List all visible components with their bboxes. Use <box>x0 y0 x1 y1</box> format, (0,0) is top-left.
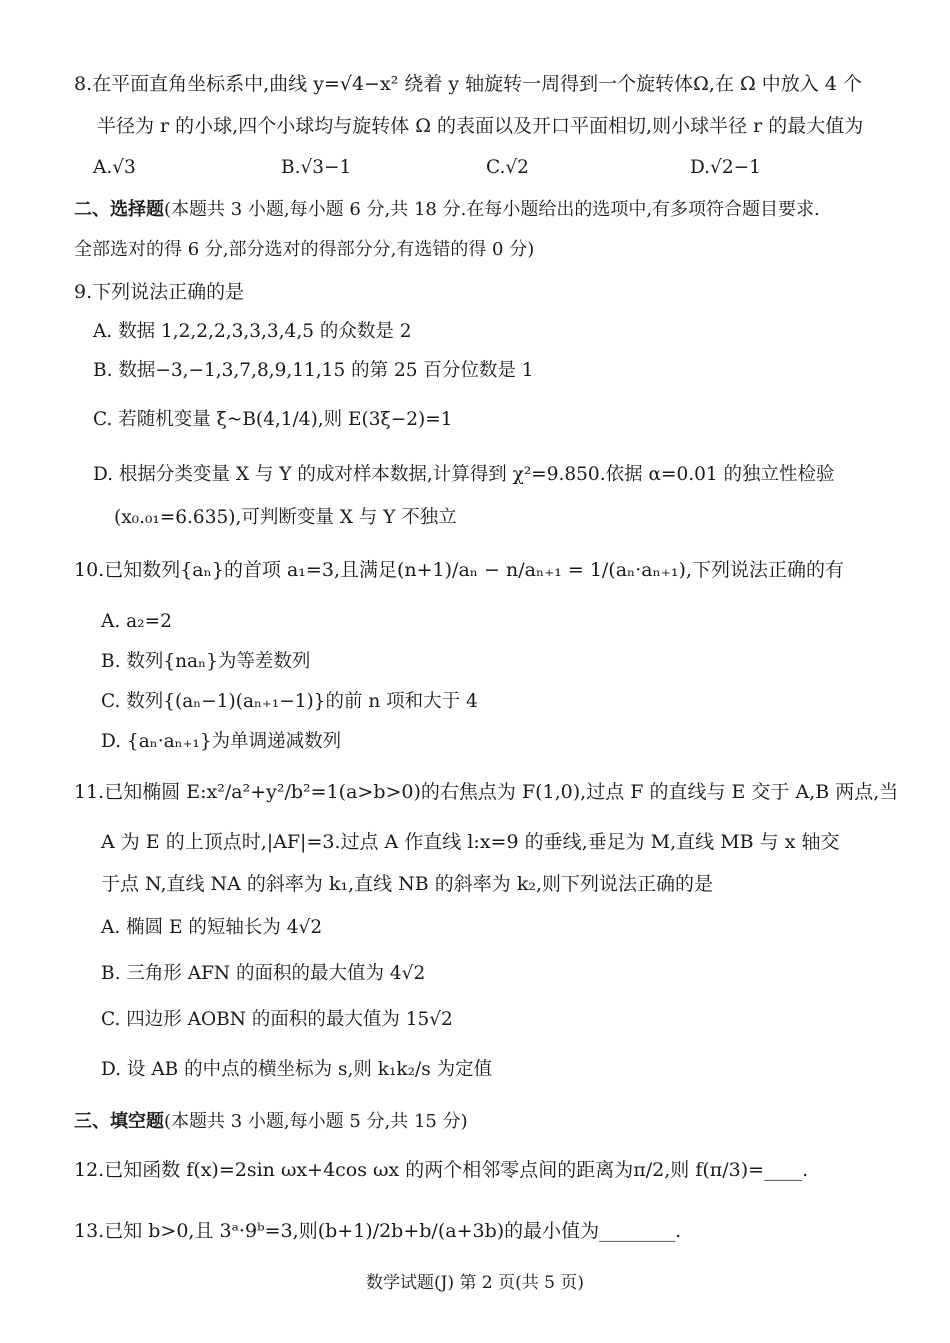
q8-line1: 8.在平面直角坐标系中,曲线 y=√4−x² 绕着 y 轴旋转一周得到一个旋转体Ω,在 Ω 中放入 4 个 <box>74 73 862 95</box>
section3-header <box>74 1108 468 1136</box>
q11-line1: 11.已知椭圆 E:x²/a²+y²/b²=1(a>b>0)的右焦点为 F(1,0),过点 F 的直线与 E 交于 A,B 两点,当 <box>74 781 899 803</box>
section2-title: 二、选择题 <box>74 199 164 220</box>
q12: 12.已知函数 f(x)=2sin ωx+4cos ωx 的两个相邻零点间的距离为π/2,则 f(π/3)=____. <box>74 1159 809 1181</box>
q11-option-d: D. 设 AB 的中点的横坐标为 s,则 k₁k₂/s 为定值 <box>101 1059 493 1080</box>
q11-option-a: A. 椭圆 E 的短轴长为 4√2 <box>101 917 323 938</box>
q9-option-a: A. 数据 1,2,2,2,3,3,3,4,5 的众数是 2 <box>93 321 412 342</box>
q11-line3: 于点 N,直线 NA 的斜率为 k₁,直线 NB 的斜率为 k₂,则下列说法正确的是 <box>101 873 713 895</box>
q10-option-b: B. 数列{naₙ}为等差数列 <box>101 651 311 672</box>
q10-option-c: C. 数列{(aₙ−1)(aₙ₊₁−1)}的前 n 项和大于 4 <box>101 691 478 712</box>
page-footer: 数学试题(J) 第 2 页(共 5 页) <box>366 1273 584 1293</box>
section3-desc: (本题共 3 小题,每小题 5 分,共 15 分) <box>164 1111 468 1132</box>
q9-option-d-line1: D. 根据分类变量 X 与 Y 的成对样本数据,计算得到 χ²=9.850.依据 α=0.01 的独立性检验 <box>93 464 835 485</box>
q9-option-d-line2: (x₀.₀₁=6.635),可判断变量 X 与 Y 不独立 <box>114 507 457 528</box>
q9-option-c: C. 若随机变量 ξ~B(4,1/4),则 E(3ξ−2)=1 <box>93 409 453 430</box>
section2-desc2: 全部选对的得 6 分,部分选对的得部分分,有选错的得 0 分) <box>74 239 535 260</box>
q8-option-a: A.√3 <box>93 157 136 178</box>
section3-title: 三、填空题 <box>74 1111 164 1132</box>
q9-option-b: B. 数据−3,−1,3,7,8,9,11,15 的第 25 百分位数是 1 <box>93 360 534 381</box>
q8-option-d: D.√2−1 <box>690 157 761 178</box>
section2-header <box>74 196 820 224</box>
q11-line2: A 为 E 的上顶点时,|AF|=3.过点 A 作直线 l:x=9 的垂线,垂足为 M,直线 MB 与 x 轴交 <box>101 831 840 853</box>
q11-option-c: C. 四边形 AOBN 的面积的最大值为 15√2 <box>101 1009 453 1030</box>
q8-line2: 半径为 r 的小球,四个小球均与旋转体 Ω 的表面以及开口平面相切,则小球半径 r 的最大值为 <box>97 115 864 137</box>
q10-stem: 10.已知数列{aₙ}的首项 a₁=3,且满足(n+1)/aₙ − n/aₙ₊₁ = 1/(aₙ·aₙ₊₁),下列说法正确的有 <box>74 559 844 581</box>
q10-option-a: A. a₂=2 <box>101 611 172 632</box>
q9-stem: 9.下列说法正确的是 <box>74 281 245 303</box>
section2-desc1: (本题共 3 小题,每小题 6 分,共 18 分.在每小题给出的选项中,有多项符合题目要求. <box>164 199 820 220</box>
q11-option-b: B. 三角形 AFN 的面积的最大值为 4√2 <box>101 963 426 984</box>
q10-option-d: D. {aₙ·aₙ₊₁}为单调递减数列 <box>101 731 342 752</box>
q8-option-b: B.√3−1 <box>281 157 352 178</box>
q13: 13.已知 b>0,且 3ᵃ·9ᵇ=3,则(b+1)/2b+b/(a+3b)的最小值为________. <box>74 1220 682 1242</box>
q8-option-c: C.√2 <box>486 157 529 178</box>
